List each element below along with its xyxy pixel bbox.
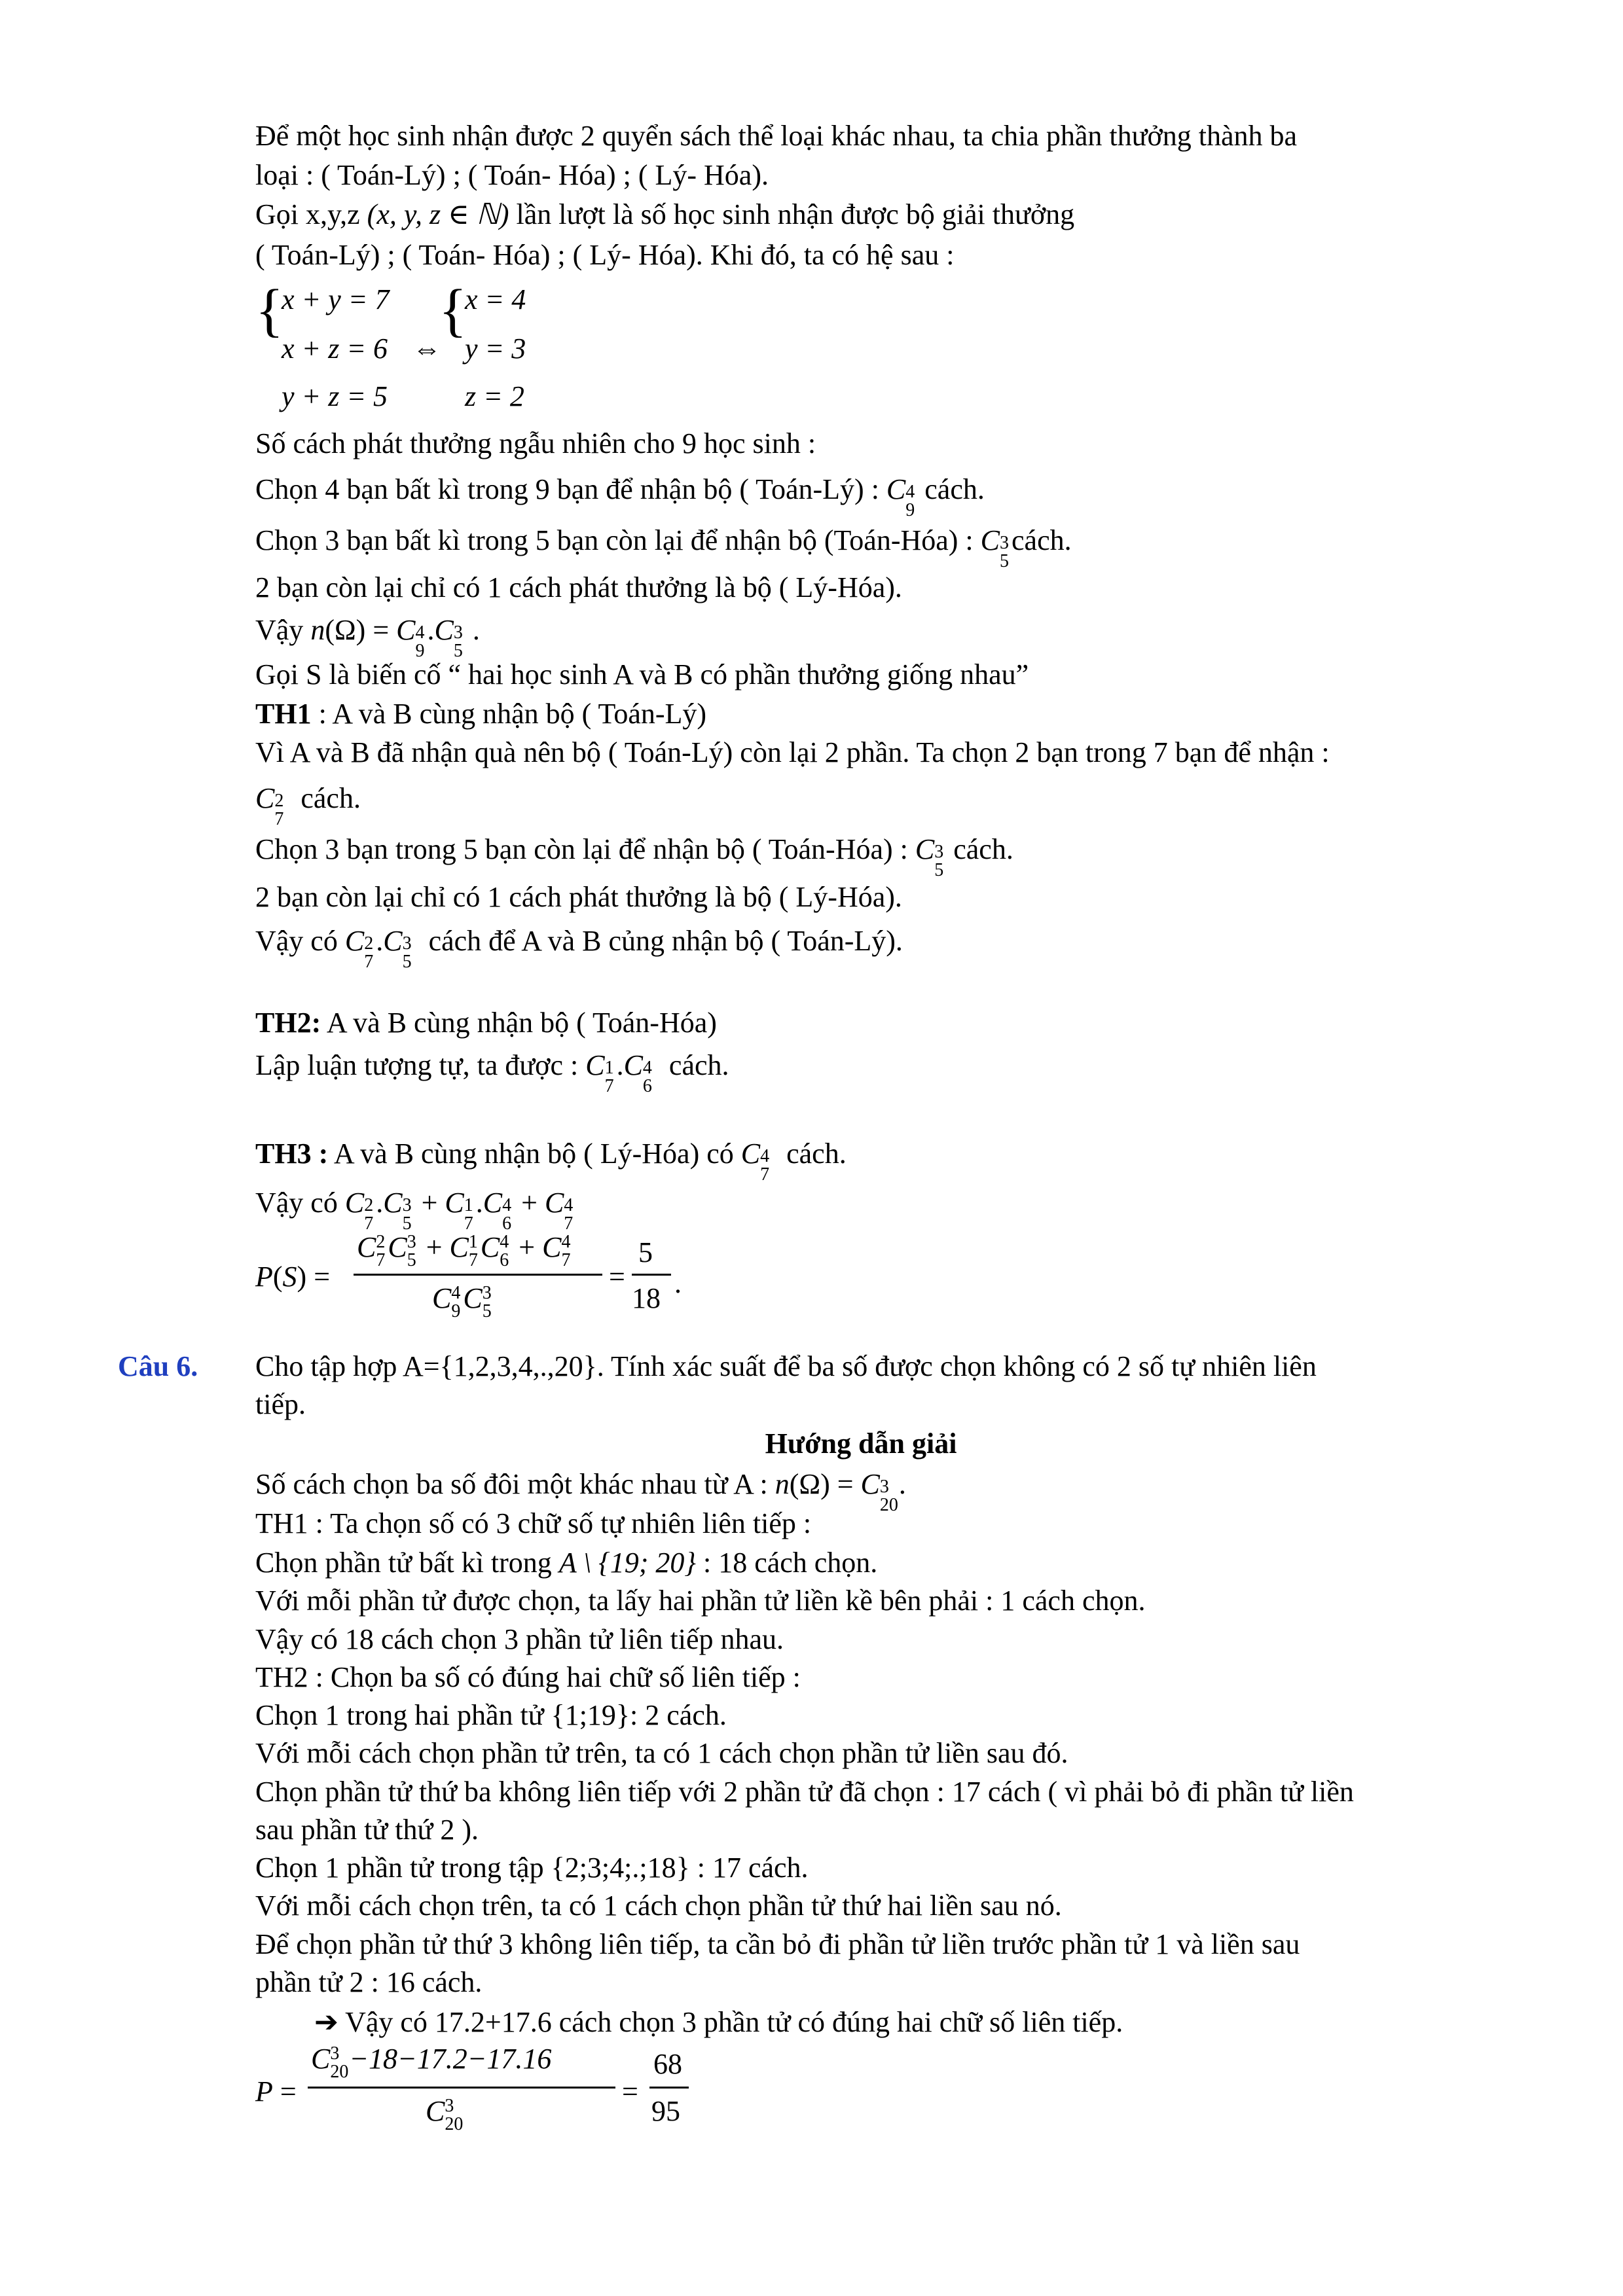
case-sum: Vậy có C 2 7 .C 3 5 + C 1 7 .C 4 6 + C 4 7 bbox=[255, 1187, 574, 1234]
math-variables: (x, y, z ∈ ℕ) bbox=[367, 198, 509, 230]
question-6-label: Câu 6. bbox=[118, 1350, 198, 1382]
line-choose-3: Chọn 3 bạn bất kì trong 5 bạn còn lại để nhận bộ (Toán-Hóa) : C 3 5 cách. bbox=[255, 524, 1072, 571]
question-6-text-1: Cho tập hợp A={1,2,3,4,.,20}. Tính xác suất để ba số được chọn không có 2 số tự nhiên liên bbox=[255, 1350, 1317, 1382]
q6-third-element-2: sau phần tử thứ 2 ). bbox=[255, 1814, 479, 1846]
case-1-heading: TH1 : A và B cùng nhận bộ ( Toán-Lý) bbox=[255, 698, 707, 730]
q6-choose-1-19: Chọn 1 trong hai phần tử {1;19}: 2 cách. bbox=[255, 1699, 727, 1731]
q6-choose-2-18: Chọn 1 phần tử trong tập {2;3;4;.;18} : 17 cách. bbox=[255, 1852, 809, 1884]
q6-third-nonconsec-2: phần tử 2 : 16 cách. bbox=[255, 1966, 483, 1998]
line-omega-20: Số cách chọn ba số đôi một khác nhau từ A : n(Ω) = C 3 20 . bbox=[255, 1468, 906, 1515]
solution-heading: Hướng dẫn giải bbox=[765, 1427, 957, 1460]
case-1-reason: Vì A và B đã nhận quà nên bộ ( Toán-Lý) còn lại 2 phần. Ta chọn 2 bạn trong 7 bạn để nhận : bbox=[255, 736, 1330, 768]
equivalence-icon: ⇔ bbox=[412, 332, 441, 365]
q6-total-18: Vậy có 18 cách chọn 3 phần tử liên tiếp nhau. bbox=[255, 1623, 784, 1655]
q6-case-1: TH1 : Ta chọn số có 3 chữ số tự nhiên liên tiếp : bbox=[255, 1507, 812, 1539]
paragraph-intro-1: Để một học sinh nhận được 2 quyển sách thể loại khác nhau, ta chia phần thưởng thành ba bbox=[255, 120, 1298, 152]
line-event-s: Gọi S là biến cố “ hai học sinh A và B có phần thưởng giống nhau” bbox=[255, 658, 1029, 691]
arrow-right-icon: ➔ bbox=[314, 2006, 338, 2038]
q6-choose-element: Chọn phần tử bất kì trong A \ {19; 20} : 18 cách chọn. bbox=[255, 1547, 878, 1579]
question-6-text-2: tiếp. bbox=[255, 1388, 306, 1420]
paragraph-variables: Gọi x,y,z (x, y, z ∈ ℕ) lần lượt là số học sinh nhận được bộ giải thưởng bbox=[255, 198, 1075, 230]
paragraph-random-count: Số cách phát thưởng ngẫu nhiên cho 9 học sinh : bbox=[255, 427, 816, 459]
line-omega: Vậy n(Ω) = C 4 9 .C 3 5 . bbox=[255, 614, 480, 661]
q6-third-nonconsec-1: Để chọn phần tử thứ 3 không liên tiếp, ta cần bỏ đi phần tử liền trước phần tử 1 và liền sau bbox=[255, 1928, 1300, 1960]
case-1-choose-3: Chọn 3 bạn trong 5 bạn còn lại để nhận bộ ( Toán-Hóa) : C 3 5 cách. bbox=[255, 833, 1013, 880]
q6-each-choice-2: Với mỗi cách chọn trên, ta có 1 cách chọn phần tử thứ hai liền sau nó. bbox=[255, 1890, 1062, 1922]
case-2-heading: TH2: A và B cùng nhận bộ ( Toán-Hóa) bbox=[255, 1007, 717, 1039]
case-1-total: Vậy có C 2 7 .C 3 5 cách để A và B củng nhận bộ ( Toán-Lý). bbox=[255, 925, 903, 972]
q6-each-element: Với mỗi phần tử được chọn, ta lấy hai phần tử liền kề bên phải : 1 cách chọn. bbox=[255, 1585, 1146, 1617]
q6-third-element-1: Chọn phần tử thứ ba không liên tiếp với 2 phần tử đã chọn : 17 cách ( vì phải bỏ đi phần tử liền bbox=[255, 1776, 1354, 1808]
document-page: Để một học sinh nhận được 2 quyển sách thể loại khác nhau, ta chia phần thưởng thành ba loại : ( Toán-Lý) ; ( Toán- Hóa) ; ( Lý- Hóa). Gọi x,y,z (x, y, z ∈ ℕ) lần lượt là số học sinh nhận được bộ giải thưởng ( Toán-Lý) ; ( Toán- Hóa) ; ( Lý- Hóa). Khi đó, ta có hệ sau : { x + y = 7 x + z = 6 y + z = 5 ⇔ { x = 4 y = 3 z = 2 Số cách phát thưởng ngẫu nhiên cho 9 học sinh : Chọn 4 bạn bất kì trong 9 bạn để nhận bộ ( Toán-Lý) : C 4 9 cách. Chọn 3 bạn bất kì trong 5 bạn còn lại để nhận bộ (Toán-Hóa) : C 3 5 cách. 2 bạn còn lại chỉ có 1 cách phát thưởng là bộ ( Lý-Hóa). Vậy n(Ω) = C 4 9 .C 3 5 . Gọi S là biến cố “ hai học sinh A và B có phần thưởng giống nhau” TH1 : A và B cùng nhận bộ ( Toán-Lý) Vì A và B đã nhận quà nên bộ ( Toán-Lý) còn lại 2 phần. Ta chọn 2 bạn trong 7 bạn để nhận : C 2 7 cách. Chọn 3 bạn trong 5 bạn còn lại để nhận bộ ( Toán-Hóa) : C 3 5 cách. 2 bạn còn lại chỉ có 1 cách phát thưởng là bộ ( Lý-Hóa). Vậy có C 2 7 .C 3 5 cách để A và B củng nhận bộ ( Toán-Lý). TH2: A và B cùng nhận bộ ( Toán-Hóa) Lập luận tượng tự, ta được : C 1 7 .C 4 6 cách. TH3 : A và B cùng nhận bộ ( Lý-Hóa) có C 4 7 cách. Vậy có C 2 7 .C 3 5 + C 1 7 .C 4 6 + C 4 7 P(S) = C 2 7 C 3 5 + C 1 7 C 4 6 + C 4 7 C 4 9 C 3 5 = 5 18 . Câu 6. Cho tập hợp A={1,2,3,4,.,20}. Tính xác suất để ba số được chọn không có 2 số tự nhiên liên tiếp. Hướng dẫn giải Số cách chọn ba số đôi một khác nhau từ A : n(Ω) = C 3 20 . TH1 : Ta chọn số có 3 chữ số tự nhiên liên tiếp : Chọn phần tử bất kì trong A \ {19; 20} : 18 cách chọn. Với mỗi phần tử được chọn, ta lấy hai phần tử liền kề bên phải : 1 cách chọn. Vậy có 18 cách chọn 3 phần tử liên tiếp nhau. TH2 : Chọn ba số có đúng hai chữ số liên tiếp : Chọn 1 trong hai phần tử {1;19}: 2 cách. Với mỗi cách chọn phần tử trên, ta có 1 cách chọn phần tử liền sau đó. Chọn phần tử thứ ba không liên tiếp với 2 phần tử đã chọn : 17 cách ( vì phải bỏ đi phần tử liền sau phần tử thứ 2 ). Chọn 1 phần tử trong tập {2;3;4;.;18} : 17 cách. Với mỗi cách chọn trên, ta có 1 cách chọn phần tử thứ hai liền sau nó. Để chọn phần tử thứ 3 không liên tiếp, ta cần bỏ đi phần tử liền trước phần tử 1 và liền sau phần tử 2 : 16 cách. ➔ Vậy có 17.2+17.6 cách chọn 3 phần tử có đúng hai chữ số liên tiếp. P = C 3 20 −18−17.2−17.16 C 3 20 = 68 95 bbox=[0, 0, 1623, 2296]
case-3-heading: TH3 : A và B cùng nhận bộ ( Lý-Hóa) có C 4 7 cách. bbox=[255, 1138, 847, 1185]
case-1-remaining: 2 bạn còn lại chỉ có 1 cách phát thưởng là bộ ( Lý-Hóa). bbox=[255, 881, 902, 913]
q6-conclusion: ➔ Vậy có 17.2+17.6 cách chọn 3 phần tử có đúng hai chữ số liên tiếp. bbox=[314, 2006, 1123, 2038]
case-2-total: Lập luận tượng tự, ta được : C 1 7 .C 4 6 cách. bbox=[255, 1049, 729, 1096]
paragraph-intro-2: loại : ( Toán-Lý) ; ( Toán- Hóa) ; ( Lý- Hóa). bbox=[255, 159, 769, 191]
q6-case-2: TH2 : Chọn ba số có đúng hai chữ số liên tiếp : bbox=[255, 1661, 801, 1693]
line-remaining-2: 2 bạn còn lại chỉ có 1 cách phát thưởng là bộ ( Lý-Hóa). bbox=[255, 571, 902, 603]
q6-each-choice: Với mỗi cách chọn phần tử trên, ta có 1 cách chọn phần tử liền sau đó. bbox=[255, 1737, 1068, 1769]
paragraph-system-intro: ( Toán-Lý) ; ( Toán- Hóa) ; ( Lý- Hóa). Khi đó, ta có hệ sau : bbox=[255, 239, 955, 271]
line-choose-4: Chọn 4 bạn bất kì trong 9 bạn để nhận bộ ( Toán-Lý) : C 4 9 cách. bbox=[255, 473, 985, 520]
case-1-c72: C 2 7 cách. bbox=[255, 782, 361, 829]
